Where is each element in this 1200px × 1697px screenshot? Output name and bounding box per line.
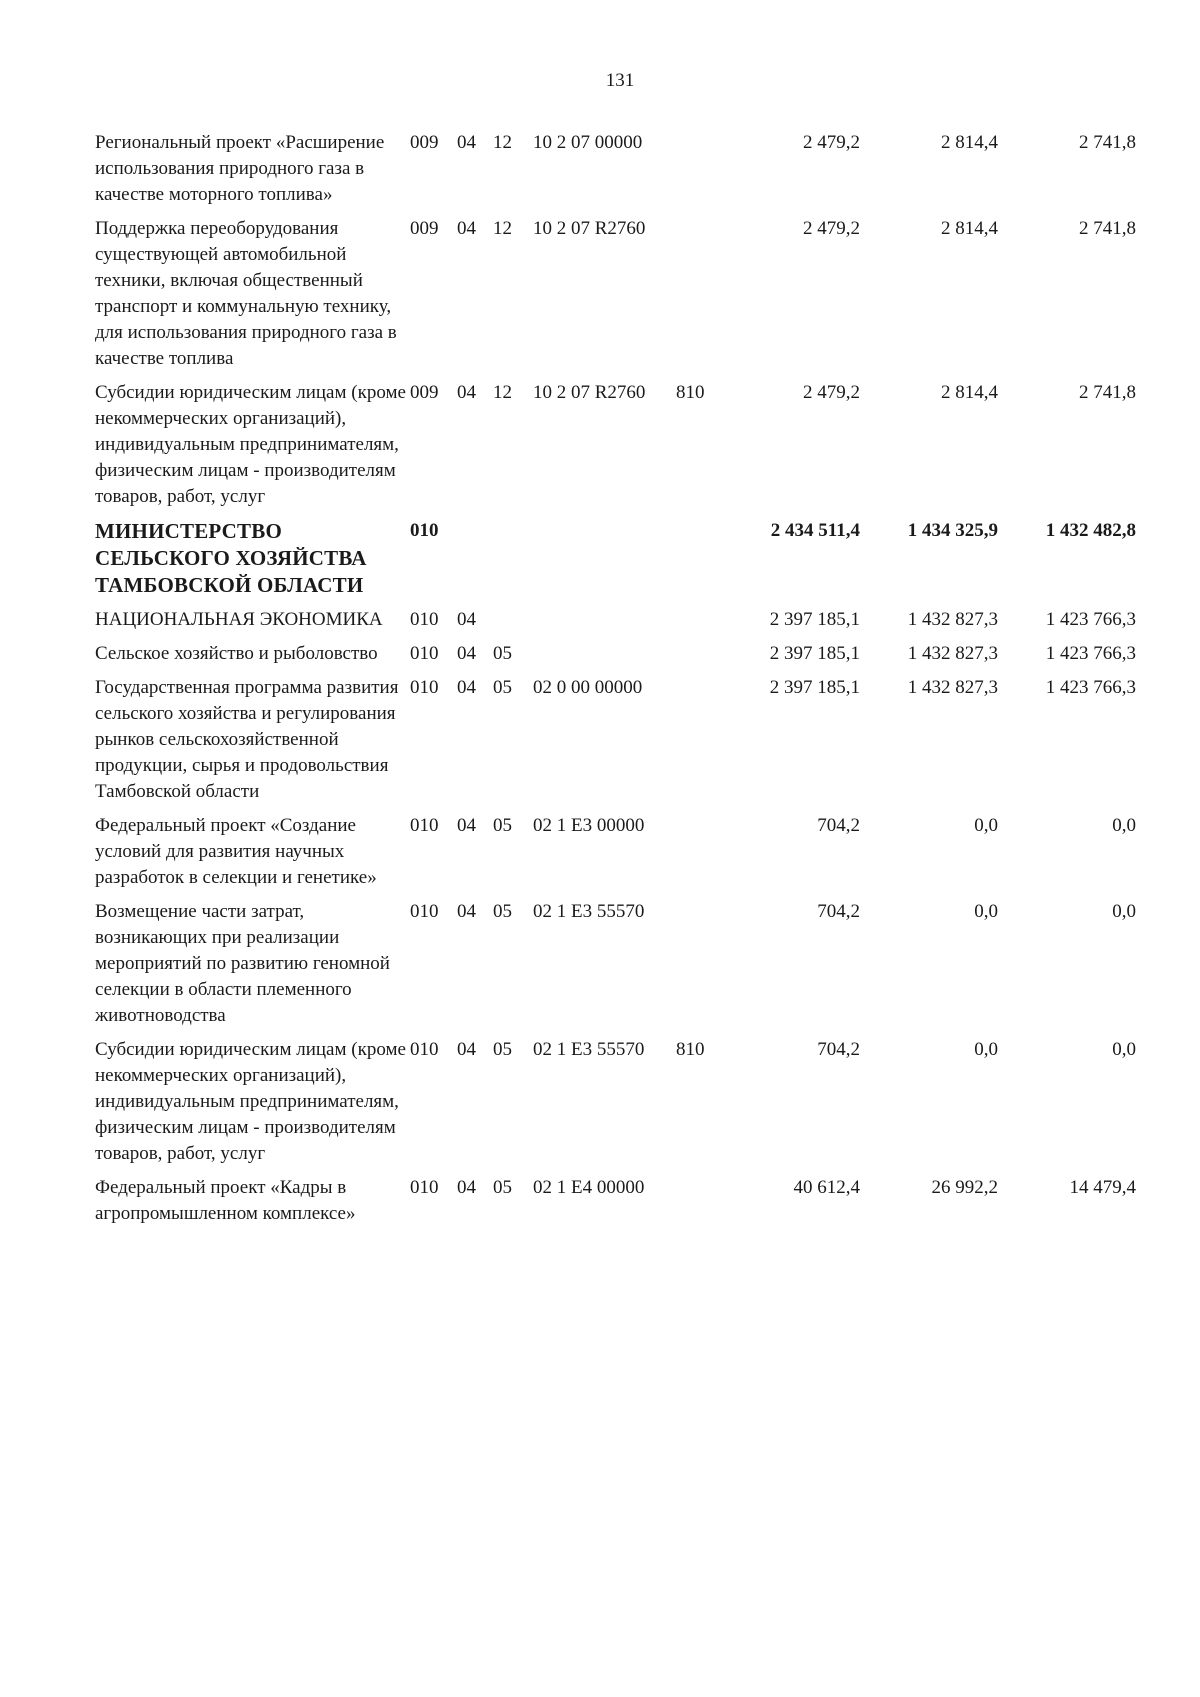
table-row [95,607,1180,633]
code-section: 04 [457,382,476,403]
code-target-article: 02 1 E4 00000 [533,1177,645,1198]
table-row [95,518,1180,599]
row-name: Государственная программа развития сельского хозяйства и регулирования рынков сельскохозяйственной продукции, сырья и продовольствия Тамбовской области [95,677,399,802]
row-name: Возмещение части затрат, возникающих при реализации мероприятий по развитию геномной селекции в области племенного животноводства [95,901,390,1026]
code-grbs: 010 [410,677,439,698]
row-name: Федеральный проект «Кадры в агропромышленном комплексе» [95,1177,356,1224]
row-name: МИНИСТЕРСТВО СЕЛЬСКОГО ХОЗЯЙСТВА ТАМБОВСКОЙ ОБЛАСТИ [95,519,367,597]
amount-year-2: 0,0 [974,815,998,836]
code-section: 04 [457,677,476,698]
page-number: 131 [605,70,635,91]
code-target-article: 02 1 E3 55570 [533,1039,645,1060]
code-grbs: 010 [410,520,439,541]
code-grbs: 009 [410,218,439,239]
table-row [95,380,1180,510]
amount-year-3: 0,0 [1112,901,1136,922]
code-target-article: 10 2 07 00000 [533,132,643,153]
code-subsection: 05 [493,643,512,664]
code-expense-type: 810 [676,1039,705,1060]
code-grbs: 010 [410,1177,439,1198]
row-name: Поддержка переоборудования существующей автомобильной техники, включая общественный транспорт и коммунальную технику, для использования природного газа в качестве топлива [95,218,397,369]
budget-table [95,130,1180,1235]
code-section: 04 [457,643,476,664]
code-section: 04 [457,901,476,922]
amount-year-3: 2 741,8 [1079,132,1136,153]
code-section: 04 [457,1177,476,1198]
amount-year-3: 0,0 [1112,815,1136,836]
amount-year-1: 40 612,4 [793,1177,860,1198]
code-section: 04 [457,132,476,153]
amount-year-1: 2 397 185,1 [769,609,860,630]
code-target-article: 02 1 E3 55570 [533,901,645,922]
amount-year-1: 2 397 185,1 [769,643,860,664]
row-name: Сельское хозяйство и рыболовство [95,643,378,664]
amount-year-1: 2 434 511,4 [770,520,860,541]
code-subsection: 05 [493,1177,512,1198]
code-section: 04 [457,609,476,630]
amount-year-3: 14 479,4 [1069,1177,1136,1198]
code-subsection: 05 [493,1039,512,1060]
code-grbs: 010 [410,1039,439,1060]
amount-year-1: 704,2 [817,1039,860,1060]
code-expense-type: 810 [676,382,705,403]
code-subsection: 05 [493,815,512,836]
table-row [95,899,1180,1029]
row-name: Субсидии юридическим лицам (кроме некоммерческих организаций), индивидуальным предпринимателям, физическим лицам - производителям товаров, работ, услуг [95,382,406,507]
table-row [95,1175,1180,1227]
amount-year-2: 2 814,4 [941,132,998,153]
code-section: 04 [457,218,476,239]
amount-year-2: 2 814,4 [941,218,998,239]
amount-year-3: 0,0 [1112,1039,1136,1060]
amount-year-3: 2 741,8 [1079,218,1136,239]
table-row [95,130,1180,208]
amount-year-3: 2 741,8 [1079,382,1136,403]
amount-year-3: 1 423 766,3 [1045,643,1136,664]
code-section: 04 [457,1039,476,1060]
table-row [95,641,1180,667]
amount-year-3: 1 423 766,3 [1045,609,1136,630]
row-name: Региональный проект «Расширение использования природного газа в качестве моторного топлива» [95,132,385,205]
table-row [95,813,1180,891]
row-name: Субсидии юридическим лицам (кроме некоммерческих организаций), индивидуальным предпринимателям, физическим лицам - производителям товаров, работ, услуг [95,1039,406,1164]
amount-year-1: 2 479,2 [803,132,860,153]
table-row [95,216,1180,372]
code-grbs: 010 [410,609,439,630]
amount-year-3: 1 432 482,8 [1045,520,1136,541]
table-row [95,675,1180,805]
code-target-article: 02 0 00 00000 [533,677,643,698]
code-grbs: 010 [410,643,439,664]
code-target-article: 02 1 E3 00000 [533,815,645,836]
code-subsection: 05 [493,901,512,922]
amount-year-1: 2 479,2 [803,382,860,403]
code-grbs: 010 [410,815,439,836]
amount-year-2: 0,0 [974,901,998,922]
amount-year-2: 26 992,2 [931,1177,998,1198]
code-target-article: 10 2 07 R2760 [533,218,646,239]
code-subsection: 12 [493,218,512,239]
row-name: НАЦИОНАЛЬНАЯ ЭКОНОМИКА [95,609,383,630]
amount-year-2: 0,0 [974,1039,998,1060]
code-subsection: 12 [493,382,512,403]
amount-year-2: 1 432 827,3 [907,643,998,664]
code-subsection: 05 [493,677,512,698]
code-grbs: 010 [410,901,439,922]
table-row [95,1037,1180,1167]
code-subsection: 12 [493,132,512,153]
row-name: Федеральный проект «Создание условий для развития научных разработок в селекции и генетике» [95,815,377,888]
amount-year-2: 1 432 827,3 [907,609,998,630]
amount-year-3: 1 423 766,3 [1045,677,1136,698]
code-target-article: 10 2 07 R2760 [533,382,646,403]
code-section: 04 [457,815,476,836]
amount-year-1: 2 397 185,1 [769,677,860,698]
amount-year-2: 1 432 827,3 [907,677,998,698]
amount-year-1: 704,2 [817,815,860,836]
amount-year-1: 2 479,2 [803,218,860,239]
code-grbs: 009 [410,132,439,153]
amount-year-2: 2 814,4 [941,382,998,403]
amount-year-2: 1 434 325,9 [907,520,998,541]
amount-year-1: 704,2 [817,901,860,922]
code-grbs: 009 [410,382,439,403]
